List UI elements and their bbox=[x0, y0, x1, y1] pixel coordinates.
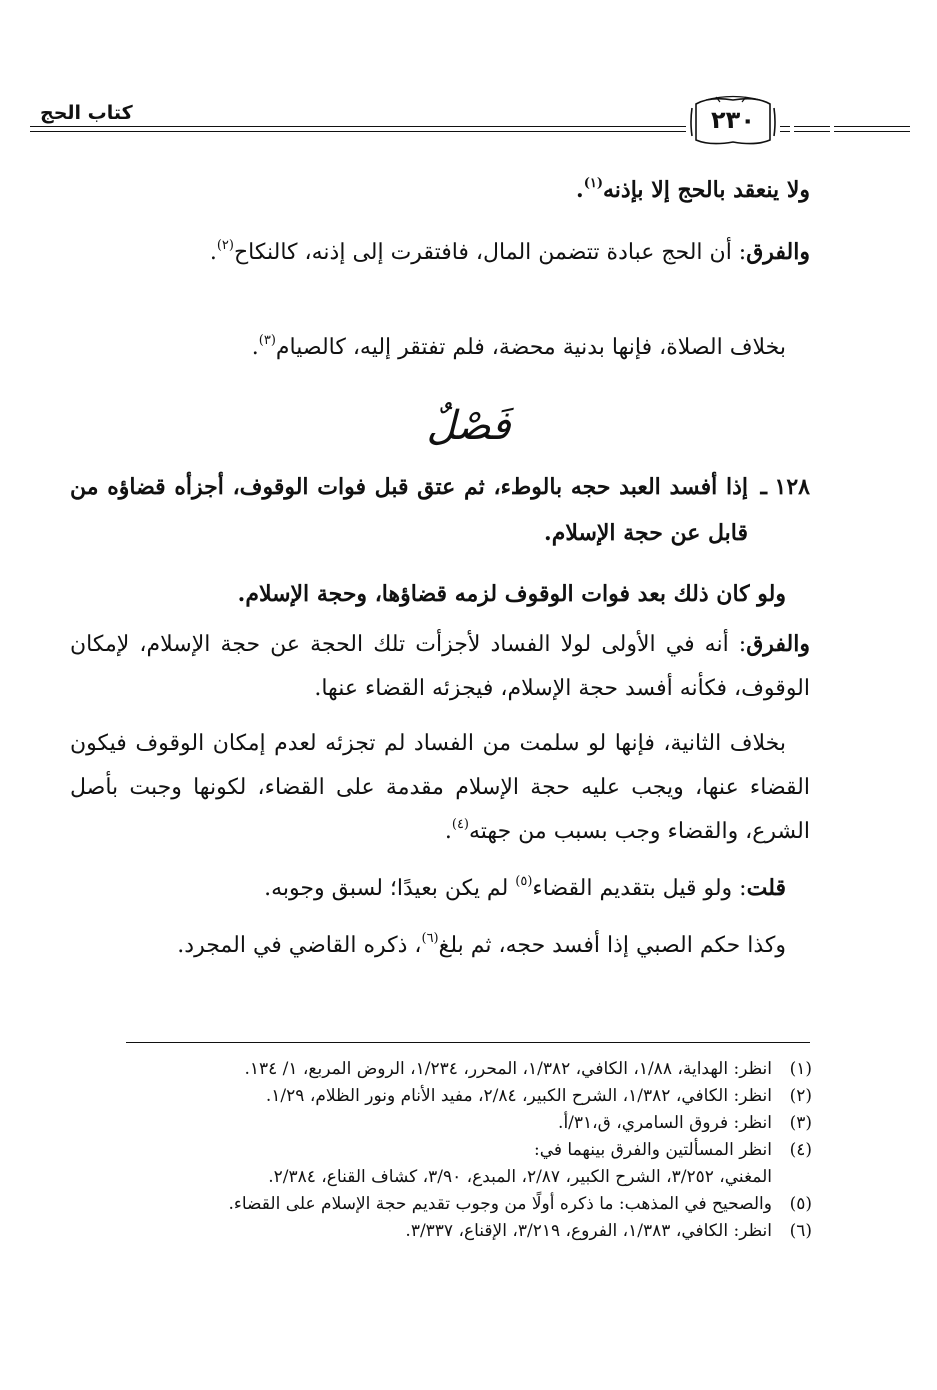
section-heading: فَصْلٌ bbox=[426, 403, 511, 449]
footnote-ref-6: (٦) bbox=[421, 931, 439, 946]
footnote-ref-4: (٤) bbox=[451, 817, 469, 832]
difference-label: والفرق bbox=[746, 631, 810, 657]
footnote: (٣) انظر: فروق السامري، ق،٣١/أ. bbox=[558, 1113, 812, 1133]
page-number-frame bbox=[686, 94, 780, 148]
footnote: (١) انظر: الهداية، ١/٨٨، الكافي، ١/٣٨٢، المحرر، ١/٢٣٤، الروض المربع، ١/ ١٣٤. bbox=[244, 1059, 812, 1079]
chapter-title: كتاب الحج bbox=[36, 102, 141, 124]
ruling-line-1: ولا ينعقد بالحج إلا بإذنه$^{(١)}$. bbox=[576, 176, 810, 203]
footnote-ref-3: (٣) bbox=[258, 333, 276, 348]
issue-number: ١٢٨ ـ bbox=[760, 474, 810, 500]
contrast-paragraph-2: بخلاف الثانية، فإنها لو سلمت من الفساد لم تجزئه لعدم إمكان الوقوف فيكون القضاء عنها، ويجب عليه حجة الإسلام مقدمة على القضاء، لكونها وجبت بأصل الشرع، والقضاء وجب بسبب من جهته$^{(٤)}$. bbox=[70, 731, 810, 844]
contrast-paragraph-1: بخلاف الصلاة، فإنها بدنية محضة، فلم تفتقر إليه، كالصيام$^{(٣)}$. bbox=[251, 333, 786, 360]
footnote-ref-1: (١) bbox=[583, 176, 603, 191]
difference-paragraph-2: والفرق: أنه في الأولى لولا الفساد لأجزأت تلك الحجة عن حجة الإسلام، لإمكان الوقوف، فكأنه أفسد حجة الإسلام، فيجزئه القضاء عنها. bbox=[70, 631, 810, 701]
footnote-ref-2: (٢) bbox=[216, 238, 234, 253]
author-note-label: قلت bbox=[746, 875, 786, 901]
footnote-ref-5: (٥) bbox=[515, 874, 533, 889]
issue-text: إذا أفسد العبد حجه بالوطء، ثم عتق قبل فوات الوقوف، أجزأه قضاؤه من قابل عن حجة الإسلام. bbox=[70, 474, 748, 546]
footnotes bbox=[70, 1056, 812, 1245]
issue-second-case: ولو كان ذلك بعد فوات الوقوف لزمه قضاؤها، وحجة الإسلام. bbox=[237, 581, 786, 607]
issue-128 bbox=[70, 464, 810, 556]
footnote: (٦) انظر: الكافي، ١/٣٨٣، الفروع، ٣/٢١٩، الإقناع، ٣/٣٣٧. bbox=[405, 1221, 812, 1241]
page-number: ٢٣٠ bbox=[711, 106, 755, 134]
child-ruling-paragraph: وكذا حكم الصبي إذا أفسد حجه، ثم بلغ$^{(٦)}$، ذكره القاضي في المجرد. bbox=[177, 931, 786, 958]
footnote-continuation: المغني، ٣/٢٥٢، الشرح الكبير، ٢/٨٧، المبدع، ٣/٩٠، كشاف القناع، ٢/٣٨٤. bbox=[268, 1167, 772, 1187]
author-note-paragraph: قلت: ولو قيل بتقديم القضاء$^{(٥)}$ لم يكن بعيدًا؛ لسبق وجوبه. bbox=[264, 874, 786, 901]
difference-label: والفرق bbox=[746, 239, 810, 265]
footnote: (٢) انظر: الكافي، ١/٣٨٢، الشرح الكبير، ٢/٨٤، مفيد الأنام ونور الظلام، ١/٢٩. bbox=[265, 1086, 812, 1106]
footnote-separator bbox=[126, 1042, 810, 1043]
footnote: (٤) انظر المسألتين والفرق بينهما في: bbox=[534, 1140, 812, 1160]
difference-paragraph-1: والفرق: أن الحج عبادة تتضمن المال، فافتقرت إلى إذنه، كالنكاح$^{(٢)}$. bbox=[209, 238, 810, 265]
footnote: (٥) والصحيح في المذهب: ما ذكره أولًا من وجوب تقديم حجة الإسلام على القضاء. bbox=[228, 1194, 812, 1214]
header-ornament-dash bbox=[790, 120, 834, 134]
page-header bbox=[30, 88, 910, 150]
